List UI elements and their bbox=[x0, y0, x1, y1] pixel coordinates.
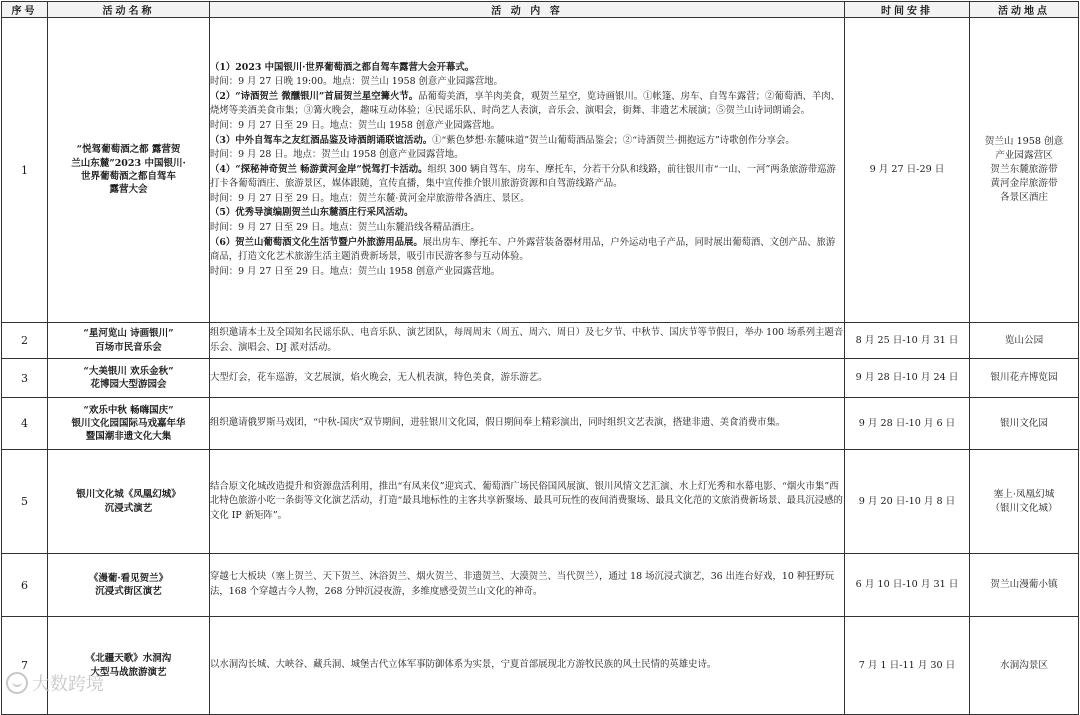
location-line: 黄河金岸旅游带 bbox=[990, 177, 1058, 189]
cell-location bbox=[970, 18, 1079, 323]
content-paragraph bbox=[210, 326, 844, 355]
cell-time: 9 月 27 日-29 日 bbox=[845, 18, 970, 323]
activity-name-line: 兰山东麓”2023 中国银川· bbox=[71, 157, 186, 169]
content-paragraph bbox=[210, 148, 844, 163]
cell-activity-name bbox=[48, 398, 210, 450]
header-no: 序号 bbox=[2, 2, 48, 18]
content-paragraph bbox=[210, 658, 844, 673]
cell-activity-content bbox=[210, 323, 845, 359]
content-text: 展出房车、摩托车、户外露营装备器材用品，户外运动电子产品，同时展出葡萄酒、文创产品、旅游商品，打造文化艺术旅游生活主题消费新场景，吸引市民游客参与互动体验。 bbox=[210, 236, 836, 263]
cell-activity-name bbox=[48, 18, 210, 323]
cell-no: 7 bbox=[2, 617, 48, 715]
cell-location bbox=[970, 398, 1079, 450]
content-text: 品葡萄美酒，享羊肉美食，观贺兰星空，览诗画银川。①帐篷、房车、自驾车露营；②葡萄酒、羊肉、烧烤等美酒美食市集；③篝火晚会，趣味互动体验；④民谣乐队、时尚艺人表演，音乐会、演唱会，街舞、非遗艺术展演；⑤贺兰山诗词朗诵会。 bbox=[210, 90, 840, 117]
cell-location bbox=[970, 554, 1079, 617]
content-text: 时间：9 月 28 日。地点：贺兰山 1958 创意产业园露营地。 bbox=[210, 149, 464, 161]
content-text: 时间：9 月 27 日至 29 日。地点：贺兰山 1958 创意产业园露营地。 bbox=[210, 119, 501, 131]
table-row bbox=[2, 617, 1079, 715]
activity-name-line: “悦驾葡萄酒之都 露营贺 bbox=[76, 144, 181, 156]
activity-name-line: 百场市民音乐会 bbox=[95, 341, 162, 353]
table-row bbox=[2, 359, 1079, 398]
location-line: 贺兰山 1958 创意 bbox=[984, 136, 1064, 148]
location-line: 水洞沟景区 bbox=[1000, 659, 1048, 671]
cell-activity-content bbox=[210, 398, 845, 450]
content-text: 结合原文化城改造提升和资源盘活利用，推出“有凤来仪”迎宾式、葡萄酒广场民俗国风展演、银川风情文艺汇演、水上灯光秀和水幕电影、“烟火市集”西北特色旅游小吃一条街等文化演艺活动，打造“最具地标性的主客共享新聚场、最具可玩性的夜间消费聚场、最具文化范的文旅消费新场景、最具沉浸感的文化 IP 新矩阵”。 bbox=[210, 480, 843, 521]
location-line: 览山公园 bbox=[1004, 334, 1044, 346]
cell-no: 6 bbox=[2, 554, 48, 617]
activity-name-line: 沉浸式演艺 bbox=[104, 502, 153, 514]
cell-location bbox=[970, 617, 1079, 715]
content-heading: （6）贺兰山葡萄酒文化生活节暨户外旅游用品展。 bbox=[210, 236, 423, 248]
content-paragraph bbox=[210, 570, 844, 599]
cell-activity-content bbox=[210, 554, 845, 617]
table-row bbox=[2, 450, 1079, 554]
content-text: 大型灯会，花车巡游，文艺展演，焰火晚会，无人机表演，特色美食，游乐游艺。 bbox=[210, 371, 548, 383]
cell-location bbox=[970, 450, 1079, 554]
content-heading: （3）中外自驾车之友红酒品鉴及诗酒朗诵联谊活动。 bbox=[210, 134, 433, 146]
header-location: 活动地点 bbox=[970, 2, 1079, 18]
location-line: 贺兰东麓旅游带 bbox=[990, 164, 1058, 176]
cell-location bbox=[970, 323, 1079, 359]
cell-time: 9 月 28 日-10 月 6 日 bbox=[845, 398, 970, 450]
table-body bbox=[2, 18, 1079, 715]
content-paragraph bbox=[210, 119, 844, 134]
content-paragraph bbox=[210, 90, 844, 119]
cell-activity-name bbox=[48, 359, 210, 398]
content-paragraph bbox=[210, 236, 844, 265]
header-time: 时间安排 bbox=[845, 2, 970, 18]
location-line: 银川文化园 bbox=[1000, 417, 1048, 429]
content-paragraph bbox=[210, 221, 844, 236]
table-header bbox=[2, 2, 1079, 18]
watermark-text: 大数跨境 bbox=[32, 674, 104, 695]
content-text: 时间：9 月 27 日至 29 日。地点：贺兰山东麓沿线各精品酒庄。 bbox=[210, 222, 480, 234]
content-heading: （2）“诗酒贺兰 微醺银川”首届贺兰星空篝火节。 bbox=[210, 90, 419, 102]
content-heading: （4）“探秘神奇贺兰 畅游黄河金岸”悦驾打卡活动。 bbox=[210, 163, 428, 175]
activity-name-line: 暨国潮非遗文化大集 bbox=[85, 431, 172, 443]
content-paragraph bbox=[210, 416, 844, 431]
content-text: 组织邀请本土及全国知名民谣乐队、电音乐队、演艺团队，每周周末（周五、周六、周日）及七夕节、中秋节、国庆节等节假日，举办 100 场系列主题音乐会、演唱会、DJ 派对活动。 bbox=[210, 326, 844, 353]
table-row bbox=[2, 554, 1079, 617]
content-text: 时间：9 月 27 日至 29 日。地点：贺兰山 1958 创意产业园露营地。 bbox=[210, 265, 501, 277]
content-heading: （5）优秀导演编剧贺兰山东麓酒庄行采风活动。 bbox=[210, 207, 414, 219]
cell-time: 9 月 28 日-10 月 24 日 bbox=[845, 359, 970, 398]
content-paragraph bbox=[210, 163, 844, 192]
activity-name-line: 露营大会 bbox=[109, 184, 148, 196]
content-text: 组织邀请俄罗斯马戏团，“中秋-国庆”双节期间，进驻银川文化园，假日期间奉上精彩演出，同时组织文艺表演，搭建非遗、美食消费市集。 bbox=[210, 417, 786, 429]
cell-activity-content bbox=[210, 617, 845, 715]
activity-name-line: “大美银川 欢乐金秋” bbox=[83, 365, 174, 377]
header-content: 活 动 内 容 bbox=[210, 2, 845, 18]
cell-time: 6 月 10 日-10 月 31 日 bbox=[845, 554, 970, 617]
cell-activity-name bbox=[48, 617, 210, 715]
cell-activity-name bbox=[48, 323, 210, 359]
content-text: 组织 300 辆自驾车、房车、摩托车，分若干分队和线路，前往银川市“一山、一河”两条旅游带巡游打卡各葡萄酒庄、旅游景区，媒体跟随，宣传直播，集中宣传推介银川旅游资源和自驾游线路产品。 bbox=[210, 163, 836, 190]
location-line: 贺兰山漫葡小镇 bbox=[990, 579, 1058, 591]
content-text: 时间：9 月 27 日晚 19:00。地点：贺兰山 1958 创意产业园露营地。 bbox=[210, 76, 503, 88]
cell-no: 3 bbox=[2, 359, 48, 398]
header-row bbox=[2, 2, 1079, 18]
header-name: 活动名称 bbox=[48, 2, 210, 18]
table-row bbox=[2, 323, 1079, 359]
location-line: 产业园露营区 bbox=[995, 150, 1053, 162]
cell-no: 1 bbox=[2, 18, 48, 323]
activity-name-line: 大型马战旅游演艺 bbox=[90, 666, 167, 678]
content-paragraph bbox=[210, 206, 844, 221]
location-line: 塞上·凤凰幻城 bbox=[993, 488, 1055, 500]
cell-activity-name bbox=[48, 554, 210, 617]
activity-name-line: 沉浸式街区演艺 bbox=[95, 586, 162, 597]
content-paragraph bbox=[210, 480, 844, 524]
activity-name-line: 世界葡萄酒之都自驾车 bbox=[80, 171, 176, 182]
watermark-logo-icon bbox=[6, 672, 28, 694]
content-text: 时间：9 月 27 日至 29 日。地点：贺兰东麓·黄河金岸旅游带各酒庄、景区。 bbox=[210, 192, 530, 204]
content-paragraph bbox=[210, 265, 844, 280]
cell-activity-content bbox=[210, 359, 845, 398]
content-paragraph bbox=[210, 61, 844, 76]
cell-activity-content bbox=[210, 18, 845, 323]
watermark bbox=[6, 670, 104, 696]
content-text: ①“紫色梦想·东麓味道”贺兰山葡萄酒品鉴会；②“诗酒贺兰·拥抱远方”诗歌创作分享会。 bbox=[432, 134, 795, 146]
activity-name-line: 《北疆天歌》水洞沟 bbox=[85, 653, 172, 665]
activity-name-line: “星河览山 诗画银川” bbox=[83, 328, 174, 340]
location-line: 银川花卉博览园 bbox=[990, 372, 1058, 384]
cell-activity-name bbox=[48, 450, 210, 554]
activity-name-line: 银川文化园国际马戏嘉年华 bbox=[71, 417, 186, 429]
activity-name-line: 银川文化城《凤凰幻城》 bbox=[76, 489, 181, 501]
content-paragraph bbox=[210, 134, 844, 149]
table-row bbox=[2, 18, 1079, 323]
activity-name-line: 《漫葡·看见贺兰》 bbox=[88, 572, 169, 584]
cell-no: 5 bbox=[2, 450, 48, 554]
content-paragraph bbox=[210, 75, 844, 90]
activity-name-line: “欢乐中秋 畅嗨国庆” bbox=[83, 404, 174, 416]
cell-time: 8 月 25 日-10 月 31 日 bbox=[845, 323, 970, 359]
content-text: 以水洞沟长城、大峡谷、藏兵洞、城堡古代立体军事防御体系为实景，宁夏首部展现北方游牧民族的风土民情的英雄史诗。 bbox=[210, 659, 717, 671]
cell-no: 4 bbox=[2, 398, 48, 450]
cell-no: 2 bbox=[2, 323, 48, 359]
content-heading: （1）2023 中国银川·世界葡萄酒之都自驾车露营大会开幕式。 bbox=[210, 61, 475, 73]
table-row bbox=[2, 398, 1079, 450]
cell-time: 7 月 1 日-11 月 30 日 bbox=[845, 617, 970, 715]
location-line: 各景区酒庄 bbox=[1000, 191, 1048, 203]
location-line: （银川文化城） bbox=[990, 502, 1058, 514]
content-text: 穿越七大板块（塞上贺兰、天下贺兰、沐浴贺兰、烟火贺兰、非遗贺兰、大漠贺兰、当代贺兰），通过 18 场沉浸式演艺，36 出连台好戏，10 种狂野玩法，168 个穿越古今人物，268 分钟沉浸夜游，多维度感受贺兰山文化的神奇。 bbox=[210, 571, 835, 597]
cell-location bbox=[970, 359, 1079, 398]
cell-time: 9 月 20 日-10 月 8 日 bbox=[845, 450, 970, 554]
content-paragraph bbox=[210, 371, 844, 386]
content-paragraph bbox=[210, 192, 844, 207]
events-table bbox=[1, 1, 1079, 715]
activity-name-line: 花博园大型游园会 bbox=[90, 379, 167, 390]
cell-activity-content bbox=[210, 450, 845, 554]
